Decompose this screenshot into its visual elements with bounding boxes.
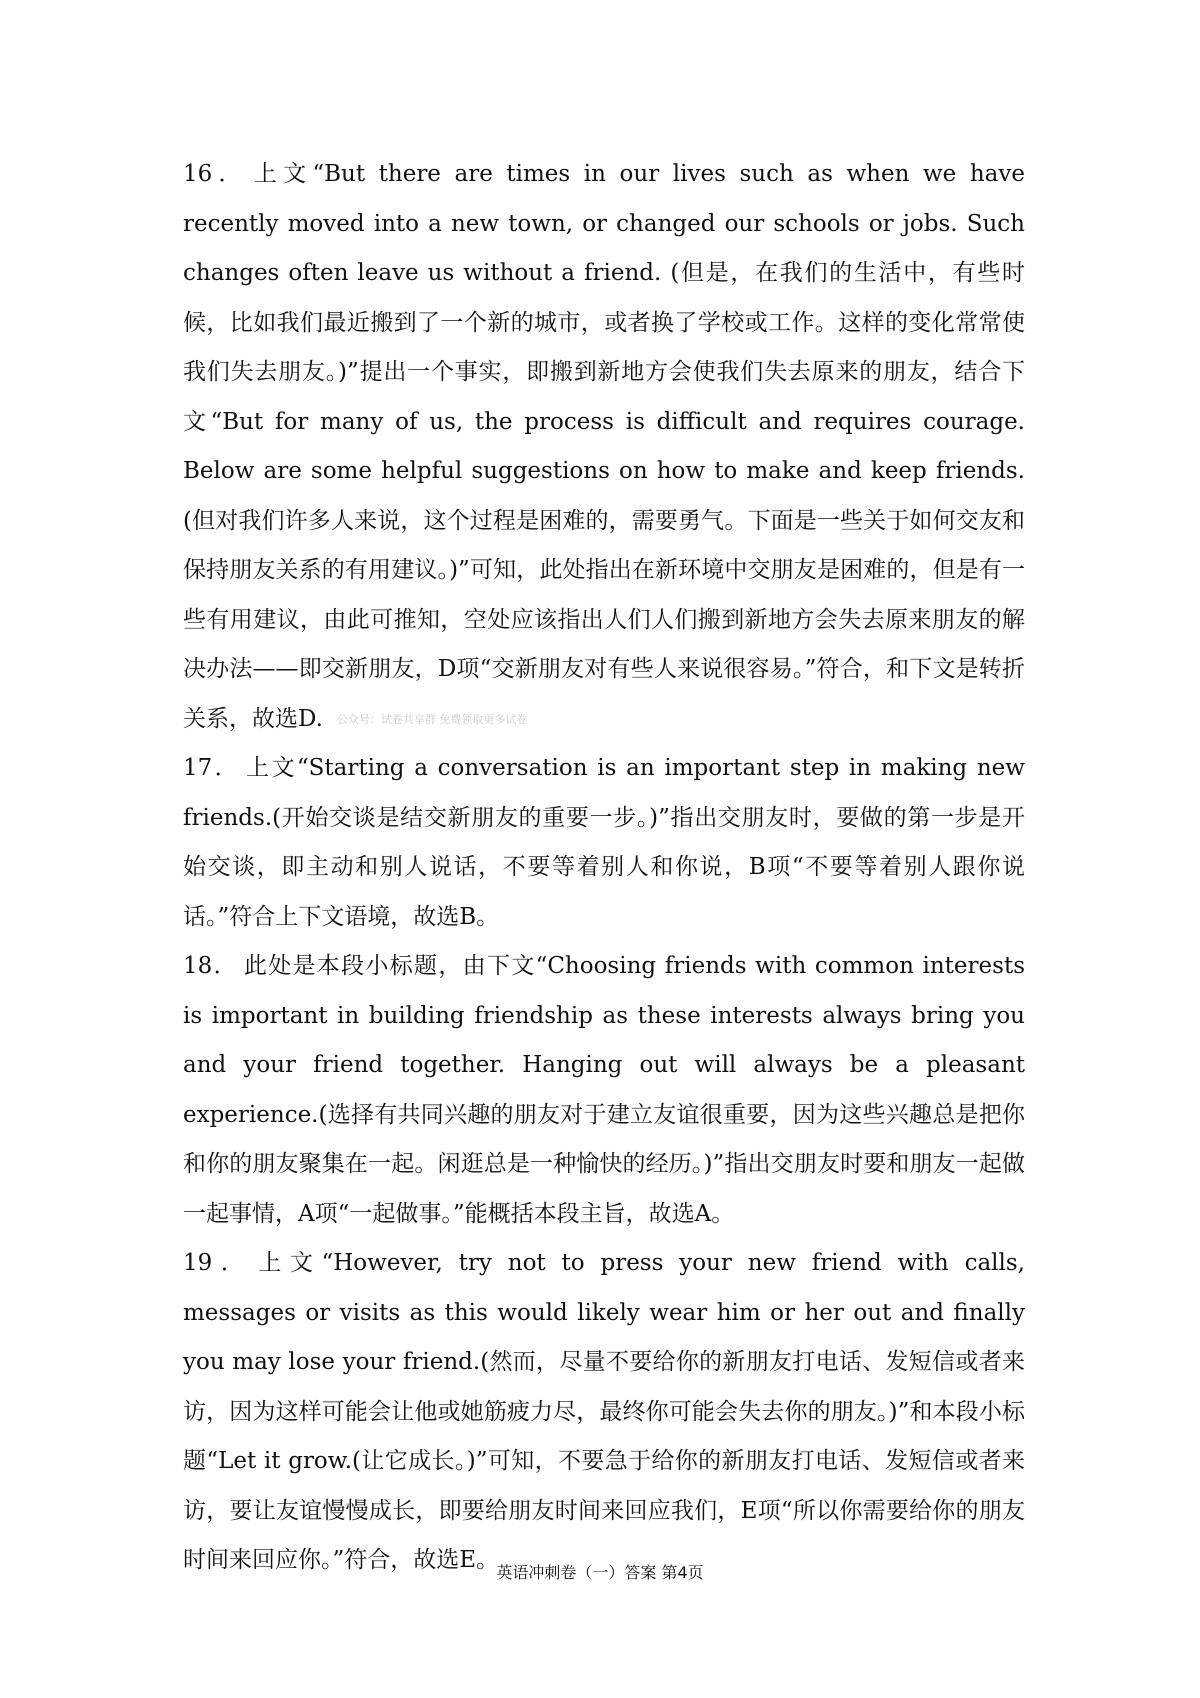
answer-17-text: 上文“Starting a conversation is an important step in making new friends.(开始交谈是结交新朋友的重要一步。)”指出交朋友时，要做的第一步是开始交谈，即主动和别人说话，不要等着别人和你说，B项“不要等着别人跟你说话。”符合上下文语境，故选B。 xyxy=(183,755,1025,930)
answer-19 xyxy=(183,1239,1025,1586)
answer-18 xyxy=(183,942,1025,1239)
answer-19-text: 上文“However, try not to press your new friend with calls, messages or visits as this would likely wear him or her out and finally you may lose your friend.(然而，尽量不要给你的新朋友打电话、发短信或者来访，因为这样可能会让他或她筋疲力尽，最终你可能会失去你的朋友。)”和本段小标题“Let it grow.(让它成长。)”可知，不要急于给你的新朋友打电话、发短信或者来访，要让友谊慢慢成长，即要给朋友时间来回应我们，E项“所以你需要给你的朋友时间来回应你。”符合，故选E。 xyxy=(183,1250,1025,1574)
answer-17 xyxy=(183,744,1025,942)
watermark-text: 公众号：试卷共享群 免费领取更多试卷 xyxy=(336,712,528,726)
question-number-17: 17． xyxy=(183,755,241,782)
answer-18-text: 此处是本段小标题，由下文“Choosing friends with common interests is important in building friendship as these interests always bring you and your friend together. Hanging out will always be a pleasant experience.(选择有共同兴趣的朋友对于建立友谊很重要，因为这些兴趣总是把你和你的朋友聚集在一起。闲逛总是一种愉快的经历。)”指出交朋友时要和朋友一起做一起事情，A项“一起做事。”能概括本段主旨，故选A。 xyxy=(183,953,1025,1227)
question-number-18: 18． xyxy=(183,953,238,980)
question-number-19: 19． xyxy=(183,1250,253,1277)
answer-16-text: 上文“But there are times in our lives such as when we have recently moved into a new town, or changed our schools or jobs. Such changes often leave us without a friend. (但是，在我们的生活中，有些时候，比如我们最近搬到了一个新的城市，或者换了学校或工作。这样的变化常常使我们失去朋友。)”提出一个事实，即搬到新地方会使我们失去原来的朋友，结合下文“But for many of us, the process is difficult and requires courage. Below are some helpful suggestions on how to make and keep friends.(但对我们许多人来说，这个过程是困难的，需要勇气。下面是一些关于如何交友和保持朋友关系的有用建议。)”可知，此处指出在新环境中交朋友是困难的，但是有一些有用建议，由此可推知，空处应该指出人们人们搬到新地方会失去原来朋友的解决办法——即交新朋友，D项“交新朋友对有些人来说很容易。”符合，和下文是转折关系，故选D. xyxy=(183,161,1025,732)
answer-16 xyxy=(183,150,1025,744)
page-footer: 英语冲刺卷（一）答案 第4页 xyxy=(496,1563,704,1582)
answer-explanations xyxy=(183,150,1025,1586)
question-number-16: 16． xyxy=(183,161,248,187)
